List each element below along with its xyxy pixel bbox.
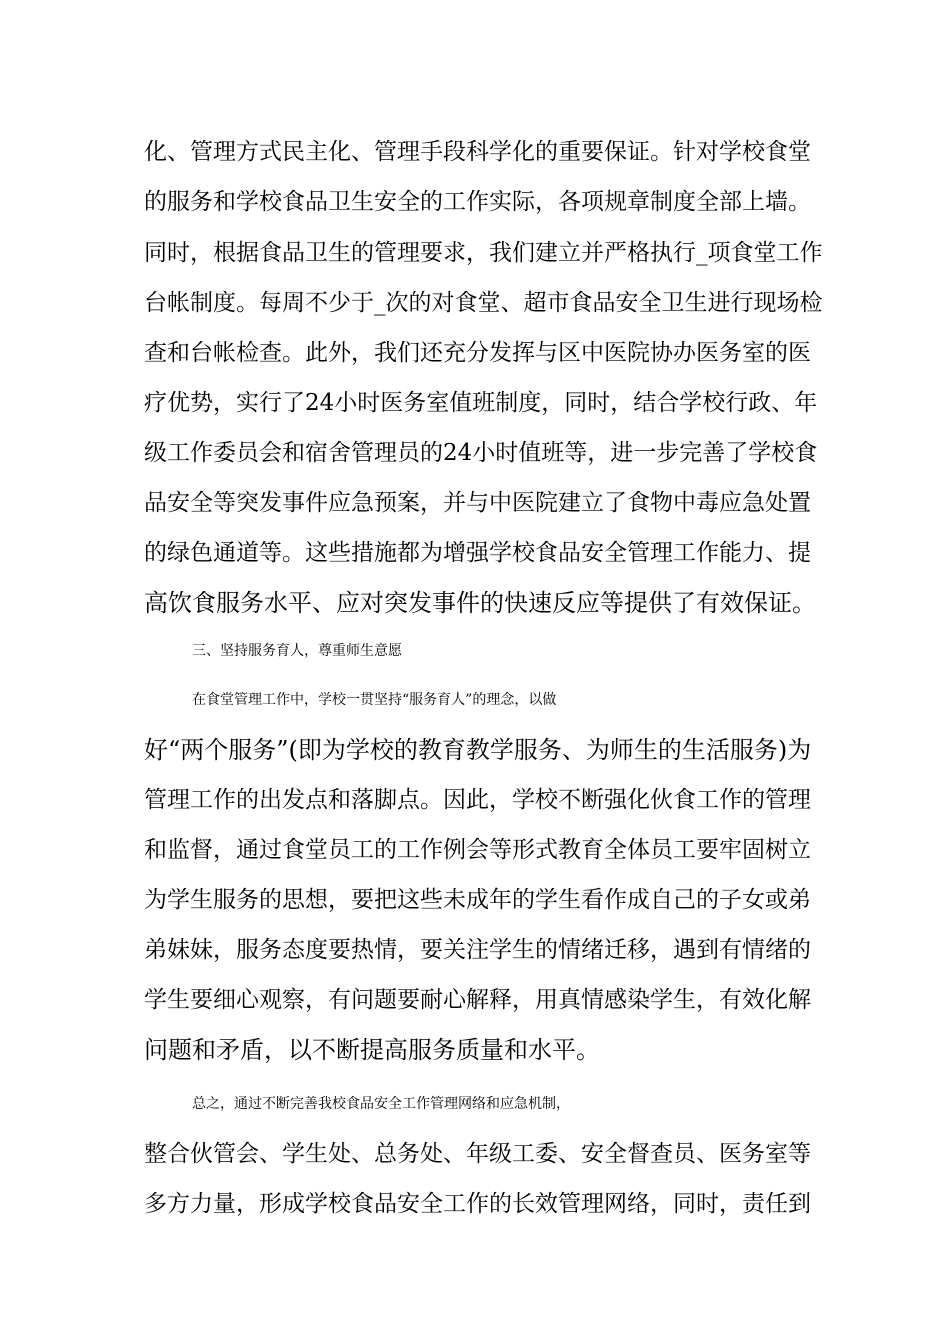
- paragraph-line: 级工作委员会和宿舍管理员的24小时值班等，进一步完善了学校食: [144, 440, 818, 466]
- paragraph-line: 为学生服务的思想，要把这些未成年的学生看作成自己的子女或弟: [144, 887, 811, 913]
- paragraph-line: 整合伙管会、学生处、总务处、年级工委、安全督查员、医务室等: [144, 1141, 811, 1167]
- section-heading: 三、坚持服务育人，尊重师生意愿: [192, 643, 402, 659]
- paragraph-line: 好“两个服务”(即为学校的教育教学服务、为师生的生活服务)为: [144, 736, 812, 764]
- paragraph-line: 在食堂管理工作中，学校一贯坚持“服务育人”的理念，以做: [192, 692, 557, 708]
- paragraph-line: 品安全等突发事件应急预案，并与中医院建立了食物中毒应急处置: [144, 490, 811, 516]
- paragraph-line: 同时，根据食品卫生的管理要求，我们建立并严格执行_项食堂工作: [144, 240, 823, 266]
- paragraph-line: 疗优势，实行了24小时医务室值班制度，同时，结合学校行政、年: [144, 390, 818, 416]
- paragraph-line: 查和台帐检查。此外，我们还充分发挥与区中医院协办医务室的医: [144, 340, 811, 366]
- paragraph-line: 的服务和学校食品卫生安全的工作实际，各项规章制度全部上墙。: [144, 189, 811, 215]
- paragraph-line: 学生要细心观察，有问题要耐心解释，用真情感染学生，有效化解: [144, 987, 811, 1013]
- paragraph-line: 弟妹妹，服务态度要热情，要关注学生的情绪迁移，遇到有情绪的: [144, 937, 811, 963]
- paragraph-line: 台帐制度。每周不少于_次的对食堂、超市食品安全卫生进行现场检: [144, 290, 823, 316]
- paragraph-line: 高饮食服务水平、应对突发事件的快速反应等提供了有效保证。: [144, 589, 816, 617]
- paragraph-line: 的绿色通道等。这些措施都为增强学校食品安全管理工作能力、提: [144, 540, 811, 566]
- paragraph-line: 化、管理方式民主化、管理手段科学化的重要保证。针对学校食堂: [144, 139, 811, 165]
- paragraph-line: 多方力量，形成学校食品安全工作的长效管理网络，同时，责任到: [144, 1191, 811, 1217]
- paragraph-line: 问题和矛盾，以不断提高服务质量和水平。: [144, 1036, 600, 1064]
- paragraph-line: 总之，通过不断完善我校食品安全工作管理网络和应急机制，: [192, 1096, 570, 1112]
- paragraph-line: 和监督，通过食堂员工的工作例会等形式教育全体员工要牢固树立: [144, 837, 811, 863]
- paragraph-line: 管理工作的出发点和落脚点。因此，学校不断强化伙食工作的管理: [144, 787, 811, 813]
